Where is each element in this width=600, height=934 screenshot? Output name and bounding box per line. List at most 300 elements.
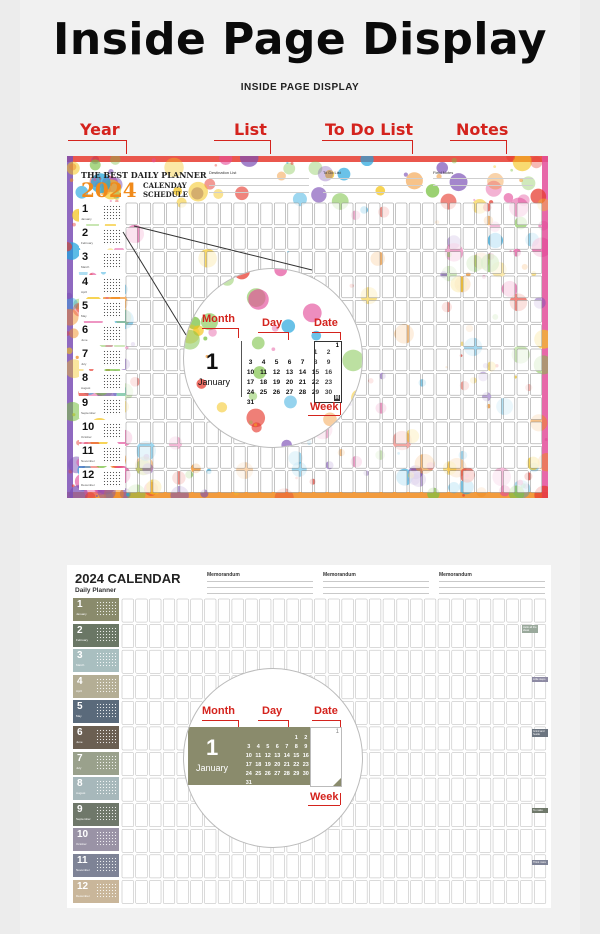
paint-splash xyxy=(254,423,257,426)
day-cell xyxy=(149,625,161,648)
day-cell xyxy=(493,701,505,724)
day-cell xyxy=(438,880,450,903)
day-cell xyxy=(531,203,542,225)
day-cell xyxy=(369,349,380,371)
zoom2-month-name: January xyxy=(196,763,229,773)
day-cell xyxy=(328,446,339,468)
day-cell xyxy=(504,203,515,225)
mini-calendar-icon xyxy=(103,423,122,439)
day-number: 29 xyxy=(311,389,320,396)
memorandum-head: Memorandum xyxy=(207,572,240,578)
label-day: Day xyxy=(262,705,283,717)
day-cell xyxy=(153,203,164,225)
day-cell xyxy=(259,855,271,878)
paint-splash xyxy=(360,156,373,166)
zoom2-day-grid xyxy=(244,735,311,786)
day-cell xyxy=(396,300,407,322)
month-number: 2 xyxy=(82,227,89,240)
day-cell xyxy=(411,676,423,699)
day-cell xyxy=(452,650,464,673)
day-cell xyxy=(479,599,491,622)
paint-splash xyxy=(69,328,79,338)
day-cell xyxy=(287,625,299,648)
day-cell xyxy=(153,325,164,347)
day-cell xyxy=(507,804,519,827)
day-cell xyxy=(424,829,436,852)
day-cell xyxy=(493,880,505,903)
day-cell xyxy=(424,727,436,750)
poster1-month-cell xyxy=(79,468,125,490)
day-number: 20 xyxy=(274,762,281,768)
day-cell xyxy=(424,804,436,827)
day-blank xyxy=(244,349,257,356)
day-cell xyxy=(521,753,533,776)
day-cell xyxy=(531,300,542,322)
poster2-month-cell xyxy=(73,854,119,877)
month-number: 10 xyxy=(77,829,89,841)
day-cell xyxy=(166,398,177,420)
day-cell xyxy=(355,227,366,249)
day-cell xyxy=(328,829,340,852)
month-number: 7 xyxy=(82,348,89,361)
paint-splash xyxy=(235,187,249,201)
memorandum-head: Memorandum xyxy=(439,572,472,578)
day-cell xyxy=(436,349,447,371)
callout-year-line xyxy=(68,140,126,141)
day-cell xyxy=(356,676,368,699)
day-cell xyxy=(409,398,420,420)
day-cell xyxy=(166,373,177,395)
day-blank xyxy=(273,735,283,741)
note-tag: Think more xyxy=(532,860,548,865)
paint-splash xyxy=(426,184,439,197)
day-number: 18 xyxy=(259,379,268,386)
day-cell xyxy=(521,778,533,801)
paint-splash xyxy=(72,484,75,487)
label-date-rule xyxy=(312,720,340,721)
day-cell xyxy=(463,300,474,322)
day-cell xyxy=(424,625,436,648)
paint-splash xyxy=(221,273,234,286)
day-cell xyxy=(504,373,515,395)
day-cell xyxy=(356,625,368,648)
day-cell xyxy=(234,471,245,493)
day-cell xyxy=(139,471,150,493)
day-cell xyxy=(397,650,409,673)
callout-year-tick xyxy=(126,140,127,154)
day-cell xyxy=(479,778,491,801)
day-cell xyxy=(383,829,395,852)
day-cell xyxy=(504,227,515,249)
day-cell xyxy=(136,804,148,827)
day-number: 15 xyxy=(293,753,300,759)
day-cell xyxy=(261,203,272,225)
day-cell xyxy=(517,349,528,371)
paint-splash xyxy=(208,328,216,336)
day-cell xyxy=(507,701,519,724)
day-cell xyxy=(531,276,542,298)
day-cell xyxy=(246,880,258,903)
poster1-month-cell xyxy=(79,202,125,224)
mini-calendar-icon xyxy=(103,229,122,245)
day-cell xyxy=(479,753,491,776)
day-number: 2 xyxy=(304,735,308,741)
day-cell xyxy=(493,676,505,699)
mini-calendar-icon xyxy=(96,678,116,693)
day-cell xyxy=(247,203,258,225)
month-name: November xyxy=(76,868,90,872)
day-cell xyxy=(191,599,203,622)
day-cell xyxy=(436,446,447,468)
day-cell xyxy=(411,650,423,673)
paint-splash xyxy=(217,402,227,412)
day-cell xyxy=(369,446,380,468)
day-cell xyxy=(521,829,533,852)
day-cell xyxy=(163,804,175,827)
day-cell xyxy=(466,599,478,622)
day-cell xyxy=(261,227,272,249)
day-cell xyxy=(180,446,191,468)
day-cell xyxy=(369,325,380,347)
day-cell xyxy=(531,398,542,420)
day-cell xyxy=(273,625,285,648)
day-number: 22 xyxy=(293,762,300,768)
callout-todo-tick xyxy=(412,140,413,154)
callout-list: List xyxy=(234,120,267,139)
month-name: February xyxy=(81,241,94,246)
day-cell xyxy=(149,753,161,776)
day-cell xyxy=(369,471,380,493)
day-number: 9 xyxy=(304,744,308,750)
day-cell xyxy=(273,855,285,878)
day-blank xyxy=(244,735,254,741)
day-cell xyxy=(153,276,164,298)
day-cell xyxy=(383,599,395,622)
memo-rule xyxy=(439,593,545,594)
day-cell xyxy=(122,625,134,648)
todo-rule xyxy=(323,178,423,179)
day-cell xyxy=(328,625,340,648)
month-name: July xyxy=(81,362,87,367)
day-number: 17 xyxy=(245,762,252,768)
poster1-month-cell xyxy=(79,444,125,466)
day-cell xyxy=(369,676,381,699)
month-name: May xyxy=(81,313,87,318)
day-cell xyxy=(383,880,395,903)
paint-splash xyxy=(510,169,513,172)
callout-list-tick xyxy=(270,140,271,154)
poster2-month-cell xyxy=(73,598,119,621)
frame-band xyxy=(67,156,73,498)
day-number: 1 xyxy=(294,735,298,741)
label-day-rule xyxy=(258,720,288,721)
day-cell xyxy=(136,855,148,878)
day-cell xyxy=(382,349,393,371)
day-number: 27 xyxy=(274,771,281,777)
day-cell xyxy=(204,650,216,673)
day-cell xyxy=(424,880,436,903)
day-cell xyxy=(356,804,368,827)
day-cell xyxy=(126,325,137,347)
day-cell xyxy=(122,701,134,724)
day-number: 13 xyxy=(274,753,281,759)
day-cell xyxy=(149,778,161,801)
day-cell xyxy=(531,227,542,249)
day-number: 10 xyxy=(245,753,252,759)
day-cell xyxy=(463,325,474,347)
day-cell xyxy=(261,471,272,493)
day-cell xyxy=(477,446,488,468)
poster2-month-cell xyxy=(73,803,119,826)
day-cell xyxy=(204,880,216,903)
day-cell xyxy=(466,855,478,878)
day-cell xyxy=(177,804,189,827)
poster2-month-cell xyxy=(73,752,119,775)
day-cell xyxy=(521,650,533,673)
label-day-rule xyxy=(258,332,288,333)
month-number: 3 xyxy=(77,650,83,662)
day-cell xyxy=(490,325,501,347)
mini-calendar-icon xyxy=(103,399,122,415)
day-cell xyxy=(531,422,542,444)
day-cell xyxy=(136,625,148,648)
magnifier-circle-1 xyxy=(183,268,363,448)
day-cell xyxy=(423,227,434,249)
day-number: 3 xyxy=(248,359,253,366)
day-cell xyxy=(493,829,505,852)
day-cell xyxy=(396,252,407,274)
day-cell xyxy=(397,855,409,878)
day-cell xyxy=(314,855,326,878)
mini-calendar-icon xyxy=(96,780,116,795)
day-cell xyxy=(149,727,161,750)
day-cell xyxy=(463,398,474,420)
poster1-month-cell xyxy=(79,371,125,393)
day-cell xyxy=(517,422,528,444)
day-cell xyxy=(452,829,464,852)
day-cell xyxy=(163,753,175,776)
day-cell xyxy=(369,252,380,274)
month-number: 11 xyxy=(77,855,88,866)
day-cell xyxy=(356,650,368,673)
day-cell xyxy=(423,252,434,274)
month-number: 8 xyxy=(77,778,83,790)
day-cell xyxy=(163,855,175,878)
day-number: 19 xyxy=(272,379,281,386)
label-month-rule xyxy=(202,328,238,329)
month-number: 4 xyxy=(77,675,83,687)
day-cell xyxy=(424,599,436,622)
day-cell xyxy=(204,855,216,878)
day-cell xyxy=(315,203,326,225)
day-cell xyxy=(204,599,216,622)
paint-splash xyxy=(493,165,496,168)
poster2-month-cell xyxy=(73,777,119,800)
day-cell xyxy=(396,276,407,298)
day-number: 29 xyxy=(293,771,300,777)
day-cell xyxy=(438,625,450,648)
mini-calendar-icon xyxy=(103,205,122,221)
poster2-month-cell xyxy=(73,726,119,749)
day-cell xyxy=(122,599,134,622)
notes-rule xyxy=(433,178,533,179)
day-cell xyxy=(534,880,546,903)
day-cell xyxy=(356,701,368,724)
day-cell xyxy=(531,446,542,468)
day-cell xyxy=(218,855,230,878)
day-cell xyxy=(436,252,447,274)
page-subtitle: INSIDE PAGE DISPLAY xyxy=(240,82,360,93)
mini-calendar-icon xyxy=(103,374,122,390)
label-day-tick xyxy=(288,332,289,340)
day-cell xyxy=(204,829,216,852)
day-cell xyxy=(411,599,423,622)
day-cell xyxy=(136,753,148,776)
paint-splash xyxy=(375,186,385,196)
day-cell xyxy=(139,203,150,225)
day-cell xyxy=(369,778,381,801)
day-number: 16 xyxy=(324,369,333,376)
day-cell xyxy=(247,227,258,249)
day-cell xyxy=(521,727,533,750)
day-number: 26 xyxy=(264,771,271,777)
day-number: 14 xyxy=(298,369,307,376)
day-cell xyxy=(166,471,177,493)
day-cell xyxy=(452,625,464,648)
day-cell xyxy=(220,471,231,493)
day-cell xyxy=(477,325,488,347)
day-cell xyxy=(490,398,501,420)
month-name: August xyxy=(81,386,91,391)
poster1-month-cell xyxy=(79,275,125,297)
day-cell xyxy=(409,203,420,225)
day-number: 21 xyxy=(283,762,290,768)
callout-list-line xyxy=(214,140,270,141)
paint-splash xyxy=(281,440,292,447)
mini-calendar-icon xyxy=(103,253,122,269)
day-cell xyxy=(139,373,150,395)
day-cell xyxy=(383,804,395,827)
day-number: 18 xyxy=(255,762,262,768)
day-number: 13 xyxy=(285,369,294,376)
day-cell xyxy=(452,727,464,750)
day-cell xyxy=(423,422,434,444)
day-cell xyxy=(177,625,189,648)
day-cell xyxy=(450,398,461,420)
paint-splash xyxy=(70,178,74,182)
day-cell xyxy=(136,599,148,622)
month-number: 12 xyxy=(77,880,89,892)
day-cell xyxy=(396,471,407,493)
day-cell xyxy=(328,855,340,878)
month-number: 5 xyxy=(82,299,89,312)
day-cell xyxy=(177,855,189,878)
day-cell xyxy=(177,676,189,699)
paint-splash xyxy=(342,350,362,372)
day-number: 12 xyxy=(272,369,281,376)
day-cell xyxy=(396,227,407,249)
paint-splash xyxy=(240,156,258,167)
day-cell xyxy=(452,676,464,699)
day-cell xyxy=(139,300,150,322)
day-number: 8 xyxy=(294,744,298,750)
paint-splash xyxy=(311,187,326,202)
poster1-month-cell xyxy=(79,323,125,345)
day-cell xyxy=(207,227,218,249)
day-cell xyxy=(438,727,450,750)
day-blank xyxy=(283,349,296,356)
day-cell xyxy=(369,398,380,420)
day-cell xyxy=(493,778,505,801)
day-cell xyxy=(436,373,447,395)
day-cell xyxy=(136,701,148,724)
day-cell xyxy=(122,829,134,852)
day-cell xyxy=(166,446,177,468)
day-cell xyxy=(479,855,491,878)
day-cell xyxy=(450,276,461,298)
day-number: 30 xyxy=(302,771,309,777)
day-cell xyxy=(180,227,191,249)
day-cell xyxy=(166,422,177,444)
day-cell xyxy=(355,471,366,493)
magnifier-circle-2 xyxy=(183,668,363,848)
day-number: 16 xyxy=(302,753,309,759)
paint-splash xyxy=(353,291,357,295)
day-cell xyxy=(207,203,218,225)
day-cell xyxy=(126,300,137,322)
day-cell xyxy=(328,471,339,493)
day-cell xyxy=(411,701,423,724)
day-cell xyxy=(477,300,488,322)
month-name: October xyxy=(76,842,87,847)
day-cell xyxy=(177,829,189,852)
day-cell xyxy=(479,701,491,724)
day-cell xyxy=(122,727,134,750)
poster1-month-cell xyxy=(79,299,125,321)
day-cell xyxy=(126,227,137,249)
day-cell xyxy=(534,829,546,852)
day-cell xyxy=(450,422,461,444)
day-cell xyxy=(493,650,505,673)
day-cell xyxy=(369,625,381,648)
day-cell xyxy=(479,880,491,903)
day-cell xyxy=(463,252,474,274)
day-cell xyxy=(424,753,436,776)
day-cell xyxy=(479,625,491,648)
day-cell xyxy=(452,804,464,827)
day-cell xyxy=(463,471,474,493)
day-cell xyxy=(477,398,488,420)
day-cell xyxy=(273,599,285,622)
month-number: 1 xyxy=(82,203,89,215)
memo-rule xyxy=(207,581,313,582)
mini-calendar-icon xyxy=(103,350,122,366)
day-cell xyxy=(397,625,409,648)
day-cell xyxy=(463,349,474,371)
day-number: 24 xyxy=(246,389,255,396)
day-cell xyxy=(490,349,501,371)
poster2-month-cell xyxy=(73,649,119,672)
day-cell xyxy=(423,203,434,225)
day-cell xyxy=(452,599,464,622)
day-cell xyxy=(452,778,464,801)
paint-splash xyxy=(355,269,360,274)
paint-splash xyxy=(342,434,345,437)
day-cell xyxy=(436,325,447,347)
day-cell xyxy=(342,676,354,699)
day-cell xyxy=(436,471,447,493)
day-cell xyxy=(122,804,134,827)
